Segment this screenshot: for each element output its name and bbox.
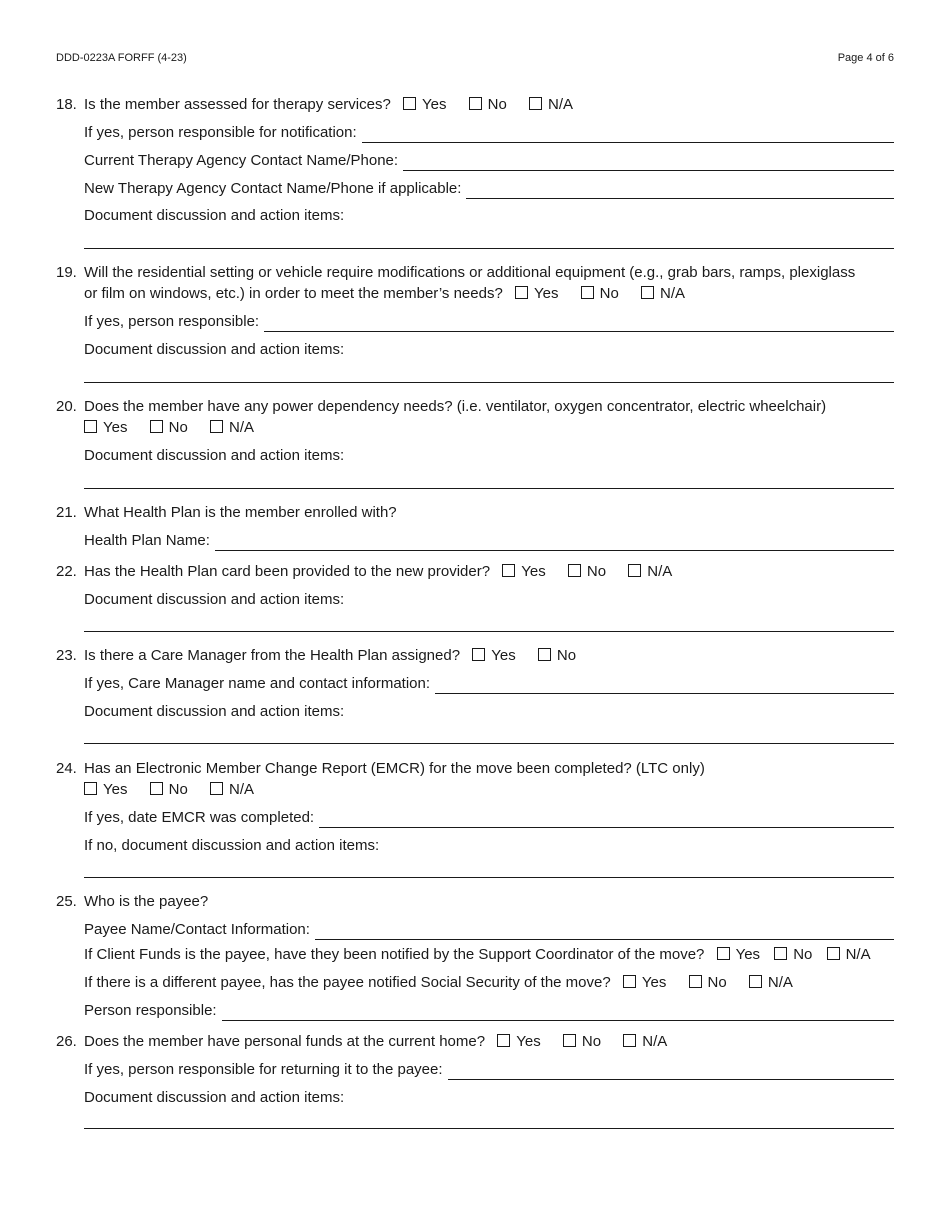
- person-responsible-field[interactable]: If yes, person responsible:: [84, 311, 894, 332]
- question-number: 18.: [56, 96, 77, 113]
- yes-label: Yes: [103, 419, 128, 436]
- na-label: N/A: [547, 96, 573, 113]
- yes-label: Yes: [521, 563, 546, 580]
- doc-line[interactable]: [84, 488, 894, 489]
- yes-checkbox[interactable]: [84, 782, 97, 795]
- yes-label: Yes: [735, 946, 761, 963]
- no-checkbox[interactable]: [150, 782, 163, 795]
- no-label: No: [793, 946, 813, 963]
- notification-field[interactable]: If yes, person responsible for notification:: [84, 122, 894, 143]
- no-label: No: [586, 563, 607, 580]
- no-label: No: [556, 647, 577, 664]
- no-label: No: [487, 96, 507, 113]
- question-text: Has an Electronic Member Change Report (EMCR) for the move been completed? (LTC only): [84, 760, 705, 777]
- yes-checkbox[interactable]: [502, 564, 515, 577]
- question-number: 19.: [56, 264, 77, 281]
- no-label: No: [168, 781, 188, 798]
- yes-checkbox[interactable]: [623, 975, 636, 988]
- page-number: Page 4 of 6: [837, 52, 894, 64]
- new-agency-field[interactable]: New Therapy Agency Contact Name/Phone if applicable:: [84, 178, 894, 199]
- yes-label: Yes: [641, 974, 667, 991]
- doc-line[interactable]: [84, 382, 894, 383]
- question-text: What Health Plan is the member enrolled with?: [84, 504, 397, 521]
- doc-label: Document discussion and action items:: [84, 207, 345, 224]
- yes-checkbox[interactable]: [403, 97, 416, 110]
- question-text: Does the member have any power dependency needs? (i.e. ventilator, oxygen concentrator, electric wheelchair): [84, 398, 827, 415]
- yes-checkbox[interactable]: [497, 1034, 510, 1047]
- question-number: 20.: [56, 398, 77, 415]
- no-checkbox[interactable]: [581, 286, 594, 299]
- no-label: No: [707, 974, 727, 991]
- person-responsible-field[interactable]: Person responsible:: [84, 1000, 894, 1021]
- no-label: No: [168, 419, 188, 436]
- question-text: Will the residential setting or vehicle require modifications or additional equipment (e.g., grab bars, ramps, plexiglass: [84, 264, 856, 281]
- doc-label: Document discussion and action items:: [84, 341, 345, 358]
- doc-line[interactable]: [84, 248, 894, 249]
- na-checkbox[interactable]: [623, 1034, 636, 1047]
- question-text: Has the Health Plan card been provided to the new provider?: [84, 563, 491, 580]
- payee-name-field[interactable]: Payee Name/Contact Information:: [84, 919, 894, 940]
- doc-line[interactable]: [84, 1128, 894, 1129]
- doc-label: Document discussion and action items:: [84, 447, 345, 464]
- yes-label: Yes: [103, 781, 128, 798]
- form-id: DDD-0223A FORFF (4-23): [56, 52, 187, 64]
- na-label: N/A: [767, 974, 793, 991]
- question-number: 26.: [56, 1033, 77, 1050]
- na-label: N/A: [647, 563, 673, 580]
- yes-checkbox[interactable]: [472, 648, 485, 661]
- doc-line[interactable]: [84, 631, 894, 632]
- doc-line[interactable]: [84, 877, 894, 878]
- na-label: N/A: [229, 419, 255, 436]
- na-checkbox[interactable]: [210, 420, 223, 433]
- no-checkbox[interactable]: [469, 97, 482, 110]
- yes-checkbox[interactable]: [84, 420, 97, 433]
- question-number: 24.: [56, 760, 77, 777]
- na-checkbox[interactable]: [641, 286, 654, 299]
- no-checkbox[interactable]: [689, 975, 702, 988]
- current-agency-field[interactable]: Current Therapy Agency Contact Name/Phone:: [84, 150, 894, 171]
- no-checkbox[interactable]: [774, 947, 787, 960]
- question-text: Is the member assessed for therapy services?: [84, 96, 391, 113]
- doc-label: Document discussion and action items:: [84, 1089, 345, 1106]
- doc-label: Document discussion and action items:: [84, 591, 345, 608]
- na-checkbox[interactable]: [827, 947, 840, 960]
- na-label: N/A: [660, 285, 686, 302]
- no-checkbox[interactable]: [563, 1034, 576, 1047]
- question-text: Is there a Care Manager from the Health Plan assigned?: [84, 647, 461, 664]
- doc-label: Document discussion and action items:: [84, 703, 345, 720]
- no-checkbox[interactable]: [538, 648, 551, 661]
- na-checkbox[interactable]: [749, 975, 762, 988]
- no-label: No: [581, 1033, 602, 1050]
- yes-label: Yes: [491, 647, 516, 664]
- question-number: 22.: [56, 563, 77, 580]
- emcr-date-field[interactable]: If yes, date EMCR was completed:: [84, 807, 894, 828]
- na-checkbox[interactable]: [529, 97, 542, 110]
- question-text-cont: or film on windows, etc.) in order to meet the member’s needs?: [84, 285, 503, 302]
- question-number: 23.: [56, 647, 77, 664]
- na-label: N/A: [229, 781, 255, 798]
- no-label: No: [599, 285, 619, 302]
- question-number: 21.: [56, 504, 77, 521]
- health-plan-name-field[interactable]: Health Plan Name:: [84, 530, 894, 551]
- na-checkbox[interactable]: [210, 782, 223, 795]
- care-manager-field[interactable]: If yes, Care Manager name and contact information:: [84, 673, 894, 694]
- client-funds-question: If Client Funds is the payee, have they been notified by the Support Coordinator of the move?: [84, 946, 705, 963]
- question-text: Does the member have personal funds at the current home?: [84, 1033, 486, 1050]
- question-number: 25.: [56, 893, 77, 910]
- yes-checkbox[interactable]: [717, 947, 730, 960]
- no-checkbox[interactable]: [150, 420, 163, 433]
- social-security-question: If there is a different payee, has the payee notified Social Security of the move?: [84, 974, 611, 991]
- yes-label: Yes: [516, 1033, 541, 1050]
- yes-checkbox[interactable]: [515, 286, 528, 299]
- doc-label: If no, document discussion and action items:: [84, 837, 380, 854]
- question-text: Who is the payee?: [84, 893, 209, 910]
- no-checkbox[interactable]: [568, 564, 581, 577]
- na-label: N/A: [845, 946, 871, 963]
- yes-label: Yes: [533, 285, 559, 302]
- doc-line[interactable]: [84, 743, 894, 744]
- na-label: N/A: [642, 1033, 668, 1050]
- yes-label: Yes: [421, 96, 447, 113]
- na-checkbox[interactable]: [628, 564, 641, 577]
- returning-funds-field[interactable]: If yes, person responsible for returning it to the payee:: [84, 1059, 894, 1080]
